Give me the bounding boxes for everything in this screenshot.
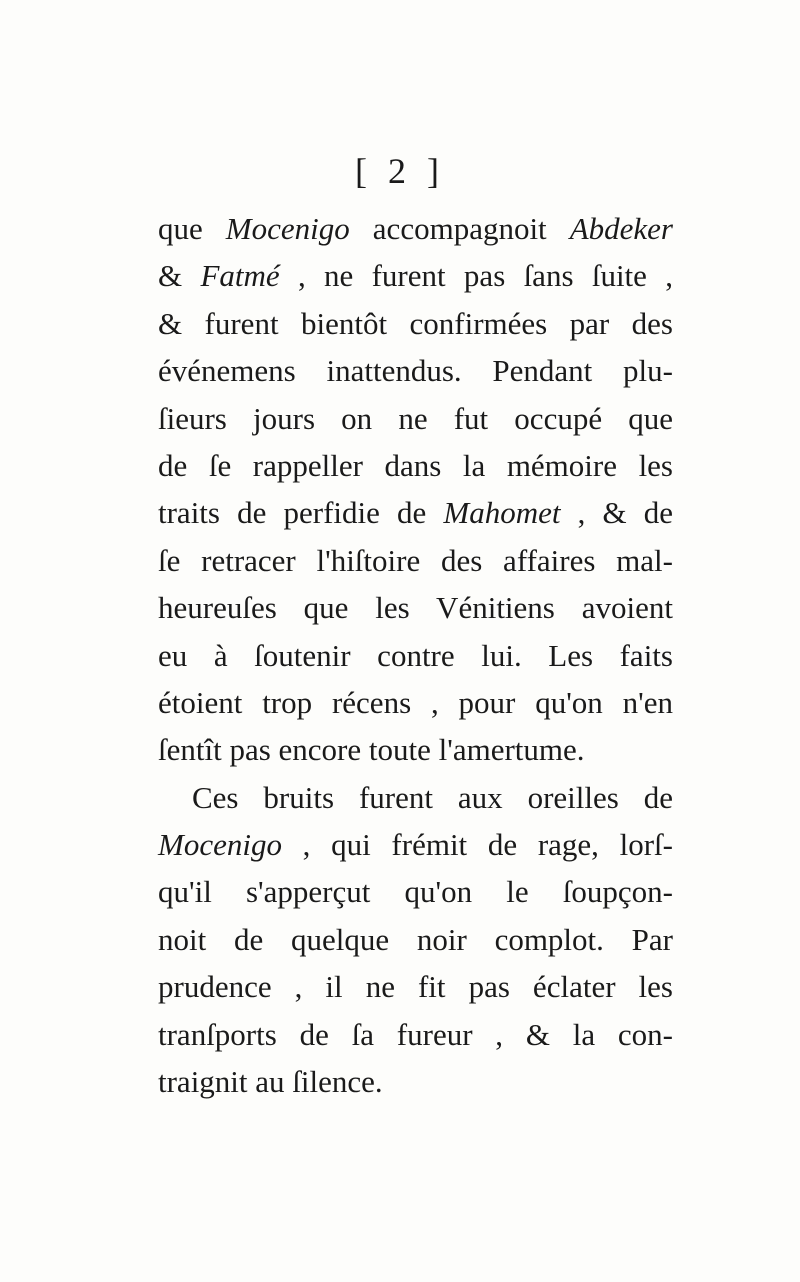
text-line: [158, 916, 673, 963]
text-run: qu'il s'apperçut qu'on le ſoupçon-: [158, 874, 673, 910]
text-line: [158, 1058, 673, 1105]
text-run: & furent bientôt confirmées par des: [158, 305, 673, 341]
italic-name: Abdeker: [569, 211, 673, 246]
text-line: [158, 679, 673, 726]
text-run: traits de perfidie de: [158, 495, 444, 531]
text-line: [158, 489, 673, 536]
text-run: étoient trop récens , pour qu'on n'en: [158, 684, 673, 720]
text-run: événemens inattendus. Pendant plu-: [158, 353, 673, 389]
text-line: [158, 537, 673, 584]
text-line: [158, 632, 673, 679]
text-run: de ſe rappeller dans la mémoire les: [158, 447, 673, 483]
text-line: [158, 1011, 673, 1058]
text-run: , ne furent pas ſans ſuite ,: [279, 258, 673, 294]
italic-name: Mocenigo: [225, 211, 350, 246]
text-run: eu à ſoutenir contre lui. Les faits: [158, 637, 673, 673]
text-line: [158, 395, 673, 442]
text-line: [158, 442, 673, 489]
text-run: ſe retracer l'hiſtoire des affaires mal-: [158, 542, 673, 578]
text-line: [158, 300, 673, 347]
text-line: [158, 821, 673, 868]
text-run: tranſports de ſa fureur , & la con-: [158, 1016, 673, 1052]
text-line: [158, 774, 673, 821]
italic-name: Fatmé: [200, 258, 280, 294]
text-run: que: [158, 211, 226, 246]
text-run: accompagnoit: [349, 211, 570, 246]
text-run: &: [158, 258, 201, 294]
italic-name: Mocenigo: [158, 827, 282, 863]
text-run: heureuſes que les Vénitiens avoient: [158, 590, 673, 626]
text-run: Ces bruits furent aux oreilles de: [192, 779, 673, 815]
text-run: ſentît pas encore toute l'amertume.: [158, 732, 585, 768]
text-line: [158, 347, 673, 394]
text-run: prudence , il ne fit pas éclater les: [158, 969, 673, 1005]
page-number: [ 2 ]: [355, 151, 445, 191]
text-line: [158, 252, 673, 299]
body-text: [158, 205, 673, 1105]
text-line: [158, 868, 673, 915]
italic-name: Mahomet: [443, 495, 561, 531]
text-line: [158, 584, 673, 631]
text-run: noit de quelque noir complot. Par: [158, 921, 673, 957]
text-line: [158, 205, 673, 252]
text-line: [158, 726, 673, 773]
text-run: ſieurs jours on ne fut occupé que: [158, 400, 673, 436]
text-run: traignit au ſilence.: [158, 1064, 383, 1100]
text-run: , & de: [560, 495, 673, 531]
text-run: , qui frémit de rage, lorſ-: [281, 827, 673, 863]
text-line: [158, 963, 673, 1010]
